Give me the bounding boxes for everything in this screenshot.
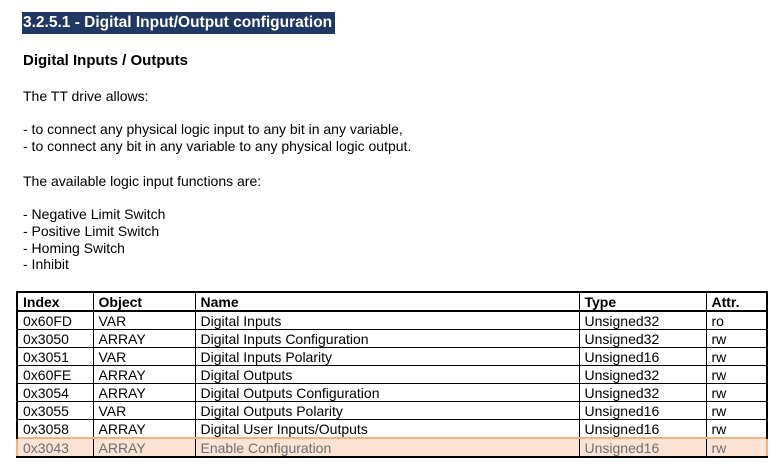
cell-attr: rw	[706, 420, 767, 439]
cell-object: VAR	[93, 348, 195, 366]
cell-object: VAR	[93, 402, 195, 420]
cell-index: 0x60FE	[17, 366, 93, 384]
cell-type: Unsigned16	[579, 348, 706, 366]
list-item: - to connect any physical logic input to any bit in any variable,	[23, 121, 403, 137]
cell-attr: rw	[706, 330, 767, 348]
cell-name: Digital Inputs Configuration	[195, 330, 579, 348]
table-row	[17, 330, 767, 348]
table-row	[17, 366, 767, 384]
cell-index: 0x60FD	[17, 311, 93, 330]
cell-object: ARRAY	[93, 366, 195, 384]
cell-type: Unsigned32	[579, 366, 706, 384]
list-item: - Positive Limit Switch	[23, 222, 160, 239]
cell-attr: rw	[706, 402, 767, 420]
object-dictionary-table	[16, 291, 768, 458]
cell-type: Unsigned32	[579, 330, 706, 348]
list-item: - Negative Limit Switch	[23, 206, 166, 222]
cell-attr: ro	[706, 311, 767, 330]
capabilities-list	[23, 121, 411, 155]
cell-object: ARRAY	[93, 438, 195, 457]
cell-type: Unsigned32	[579, 311, 706, 330]
cell-name: Digital Outputs Configuration	[195, 384, 579, 402]
cell-object: ARRAY	[93, 384, 195, 402]
cell-type: Unsigned16	[579, 438, 706, 457]
table-header-row	[17, 292, 767, 311]
cell-index: 0x3058	[17, 420, 93, 439]
list-item: - to connect any bit in any variable to any physical logic output.	[23, 137, 412, 154]
table-row	[17, 402, 767, 420]
cell-index: 0x3055	[17, 402, 93, 420]
cell-object: VAR	[93, 311, 195, 330]
cell-index: 0x3051	[17, 348, 93, 366]
column-header-attr: Attr.	[706, 292, 767, 311]
cell-object: ARRAY	[93, 330, 195, 348]
cell-type: Unsigned16	[579, 420, 706, 439]
cell-type: Unsigned32	[579, 384, 706, 402]
column-header-object: Object	[93, 292, 195, 311]
intro-text: The TT drive allows:	[23, 88, 149, 104]
table-row-highlighted	[17, 438, 767, 457]
cell-name: Digital Outputs	[195, 366, 579, 384]
table-row	[17, 348, 767, 366]
column-header-type: Type	[579, 292, 706, 311]
cell-attr: rw	[706, 366, 767, 384]
table-row	[17, 384, 767, 402]
cell-name: Digital Outputs Polarity	[195, 402, 579, 420]
cell-type: Unsigned16	[579, 402, 706, 420]
cell-name: Digital Inputs	[195, 311, 579, 330]
functions-list	[23, 206, 165, 273]
cell-attr: rw	[706, 348, 767, 366]
cell-name: Digital Inputs Polarity	[195, 348, 579, 366]
list-item: - Homing Switch	[23, 239, 125, 256]
cell-attr: rw	[706, 438, 767, 457]
table-row	[17, 420, 767, 439]
functions-intro-text: The available logic input functions are:	[23, 173, 262, 189]
list-item: - Inhibit	[23, 256, 69, 273]
cell-index: 0x3043	[17, 438, 93, 457]
cell-attr: rw	[706, 384, 767, 402]
cell-name: Enable Configuration	[195, 438, 579, 457]
column-header-name: Name	[195, 292, 579, 311]
cell-index: 0x3054	[17, 384, 93, 402]
cell-object: ARRAY	[93, 420, 195, 439]
cell-name: Digital User Inputs/Outputs	[195, 420, 579, 439]
section-heading: 3.2.5.1 - Digital Input/Output configuration	[22, 12, 335, 34]
cell-index: 0x3050	[17, 330, 93, 348]
subheading: Digital Inputs / Outputs	[23, 52, 188, 69]
column-header-index: Index	[17, 292, 93, 311]
table-row	[17, 311, 767, 330]
